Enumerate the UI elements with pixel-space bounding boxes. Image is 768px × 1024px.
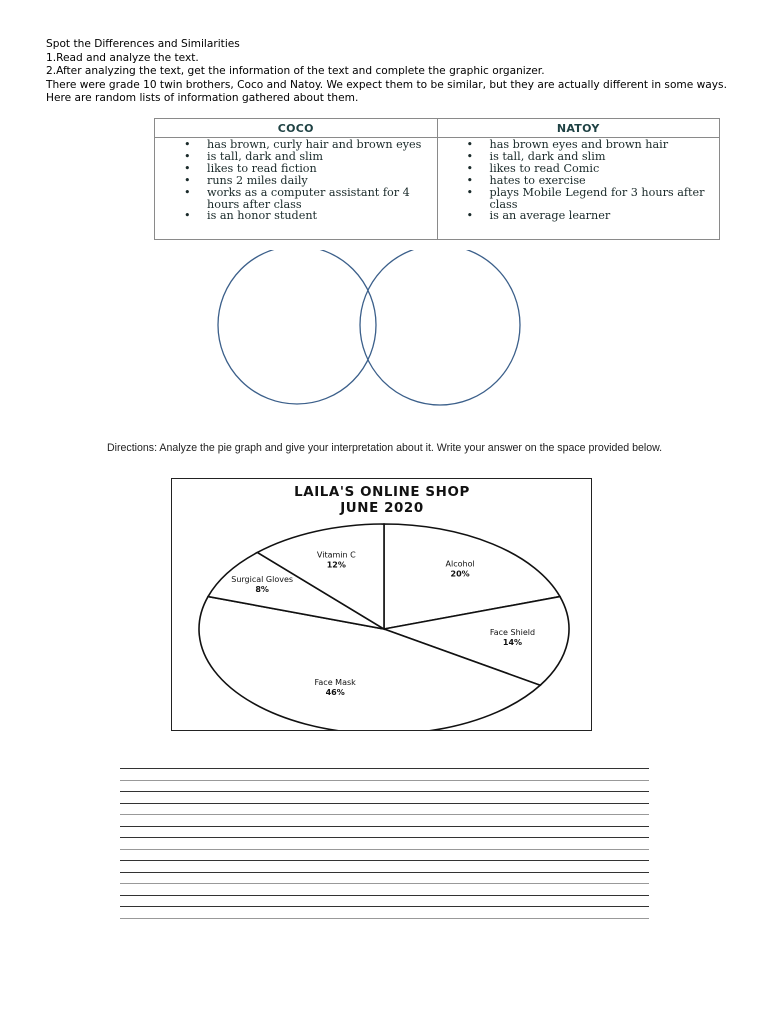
coco-trait: • is an honor student — [207, 210, 433, 222]
pie-chart — [172, 479, 591, 730]
pie-directions: Directions: Analyze the pie graph and give your interpretation about it. Write your answer on the space provided below. — [107, 442, 663, 454]
instruction-step-2: 2.After analyzing the text, get the information of the text and complete the graphic organizer. — [46, 65, 545, 78]
answer-line[interactable] — [120, 906, 649, 918]
pie-chart-frame — [171, 478, 592, 731]
coco-trait: • runs 2 miles daily — [207, 175, 433, 187]
answer-line[interactable] — [120, 883, 649, 895]
coco-trait: • likes to read fiction — [207, 163, 433, 175]
answer-line[interactable] — [120, 780, 649, 792]
coco-cell — [155, 138, 438, 240]
natoy-trait-list — [438, 139, 720, 222]
answer-line[interactable] — [120, 837, 649, 849]
answer-line[interactable] — [120, 849, 649, 861]
natoy-header: NATOY — [437, 119, 720, 138]
answer-line[interactable] — [120, 872, 649, 884]
pie-label-face-shield: Face Shield — [489, 628, 536, 638]
natoy-trait: • hates to exercise — [490, 175, 716, 187]
answer-line[interactable] — [120, 826, 649, 838]
natoy-trait: • plays Mobile Legend for 3 hours after class — [490, 187, 716, 211]
pie-label-surgical-gloves: Surgical Gloves — [231, 575, 294, 585]
answer-line[interactable] — [120, 895, 649, 907]
pie-label-face-mask: Face Mask — [314, 677, 356, 687]
story-text: There were grade 10 twin brothers, Coco and Natoy. We expect them to be similar, but they are actually different in some ways. Here are random lists of information gathered about them. — [46, 78, 727, 105]
pie-label-vitamin-c: Vitamin C — [316, 550, 356, 560]
venn-diagram — [200, 250, 540, 406]
chart-title-line-1: LAILA'S ONLINE SHOP — [294, 485, 470, 500]
natoy-trait: • has brown eyes and brown hair — [490, 139, 716, 151]
pie-value-alcohol: 20% — [450, 569, 470, 579]
coco-trait: • has brown, curly hair and brown eyes — [207, 139, 433, 151]
pie-value-vitamin-c: 12% — [326, 560, 346, 570]
answer-line[interactable] — [120, 860, 649, 872]
answer-space[interactable] — [120, 768, 649, 929]
pie-value-face-mask: 46% — [325, 687, 345, 697]
coco-trait: • is tall, dark and slim — [207, 151, 433, 163]
coco-header: COCO — [155, 119, 438, 138]
answer-line[interactable] — [120, 791, 649, 803]
pie-value-face-shield: 14% — [502, 638, 523, 648]
answer-line[interactable] — [120, 768, 649, 780]
instructions-block — [46, 38, 736, 106]
venn-circle-natoy — [360, 250, 520, 405]
natoy-trait: • is an average learner — [490, 210, 716, 222]
answer-line[interactable] — [120, 814, 649, 826]
pie-label-alcohol: Alcohol — [445, 559, 475, 569]
natoy-trait: • is tall, dark and slim — [490, 151, 716, 163]
worksheet-title: Spot the Differences and Similarities — [46, 38, 240, 50]
answer-line[interactable] — [120, 918, 649, 930]
answer-line[interactable] — [120, 803, 649, 815]
chart-title-line-2: JUNE 2020 — [340, 501, 424, 516]
coco-trait-list — [155, 139, 437, 222]
coco-trait: • works as a computer assistant for 4 hours after class — [207, 187, 433, 211]
venn-circle-coco — [218, 250, 376, 404]
natoy-trait: • likes to read Comic — [490, 163, 716, 175]
natoy-cell — [437, 138, 720, 240]
pie-value-surgical-gloves: 8% — [255, 585, 269, 595]
instruction-step-1: 1.Read and analyze the text. — [46, 51, 199, 64]
comparison-table — [154, 118, 720, 240]
